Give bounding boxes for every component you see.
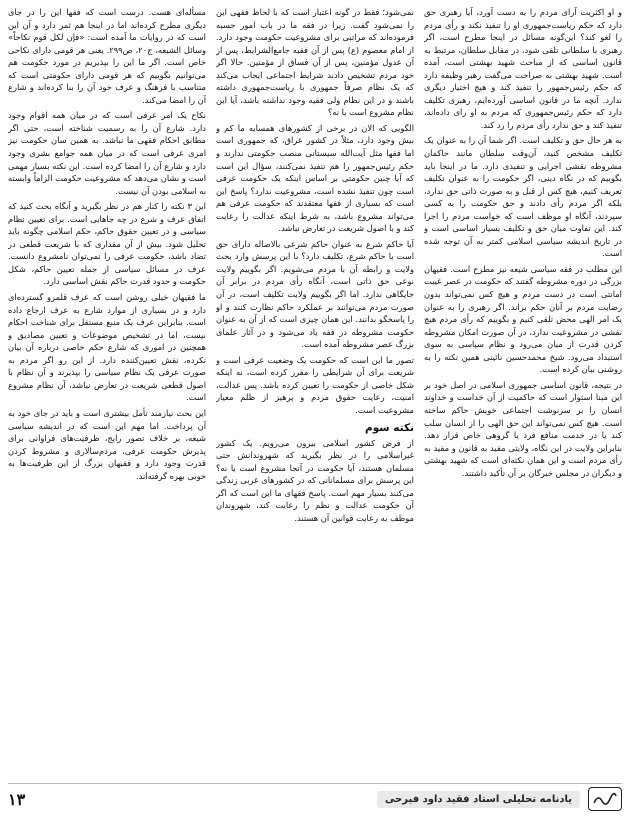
- column-left: [8, 6, 206, 778]
- paragraph: الگویی که الان در برخی از کشورهای همسایه ما کم و بیش وجود دارد، مثلاً در کشور عراق، که جمهوری است اما فقها مثل آیت‌الله سیستانی منصب حکومتی ندارند و حکم رئیس‌جمهور را هم تنفیذ نمی‌کنند، سؤال این است که آیا چنین حکومتی بر اساس اینکه یک حکومت عرفی است چون تنفیذ نشده است، مشروعیت ندارد؟ پاسخ این است که بسیاری از فقها معتقدند که حکومت عرفی هم می‌تواند مشروع باشد، به شرط اینکه عدالت را رعایت کند و با اصول شریعت در تعارض نباشد.: [216, 122, 414, 234]
- paragraph: در نتیجه، قانون اساسی جمهوری اسلامی در اصل خود بر این مبنا استوار است که حاکمیت از آن خداست و خداوند انسان را بر سرنوشت اجتماعی خویش حاکم ساخته است. هیچ کس نمی‌تواند این حق الهی را از انسان سلب کند یا در خدمت منافع فرد یا گروهی خاص قرار دهد. بنابراین ولایت در این نگاه، ولایتی مقید به قانون و مقید به رأی مردم است و این همان نکته‌ای است که شهید بهشتی و دیگران در مجلس خبرگان بر آن تأکید داشتند.: [424, 379, 622, 478]
- page-number: ۱۳: [8, 789, 26, 809]
- footer-branding: [377, 787, 622, 811]
- paragraph: نمی‌شود؛ فقط در گونه اعتبار است که با لحاظ فقهی این را نمی‌شود گفت. زیرا در فقه ما در باب امور حسبه فرموده‌اند که مراتبی برای مشروعیت حکومت وجود دارد. از امام معصوم (ع) پس از آن فقیه جامع‌الشرایط، پس از آن عدول مؤمنین، پس از آن فساق از مؤمنین. حالا اگر خود مردم تشخیص دادند شرایط اجتماعی ایجاب می‌کند که یک نظام صرفاً جمهوری با ریاست‌جمهوری داشته باشند و در این نظام ولی فقیه وجود نداشته باشد، آیا این نظام مشروع است یا نه؟: [216, 7, 414, 118]
- section-heading: نکته سوم: [365, 421, 414, 434]
- footer-title: یادنامه تحلیلی استاد فقید داود فیرحی: [377, 791, 580, 808]
- paragraph: مسأله‌ای هست. درست است که فقها این را در جای دیگری مطرح کرده‌اند اما در اینجا هم ثمر دارد و آن این است که در روایات ما آمده است: «فإن لکل قوم نکاحاً» وسائل الشیعه، ج۲۰، ص۲۹۹. یعنی هر قومی دارای نکاحی خاص است. اگر ما این را بپذیریم در مورد حکومت هم می‌توانیم بگوییم که هر قومی دارای حکومتی است که متناسب با فرهنگ و عرف خود آن را بنا کرده‌اند و شارع آن را امضا می‌کند.: [8, 7, 206, 105]
- paragraph: این مطلب در فقه سیاسی شیعه نیز مطرح است. فقیهان بزرگی در دوره مشروطه گفتند که حکومت در عصر غیبت امانتی است در دست مردم و هیچ کس نمی‌تواند بدون رضایت مردم بر آنان حکم براند. اگر رهبری را به عنوان یک امر الهی محض تلقی کنیم و بگوییم که رأی مردم هیچ نقشی در مشروعیت ندارد، در آن صورت امکان مشروطه کردن قدرت از میان می‌رود و نظام سیاسی به سوی استبداد می‌رود. شیخ محمدحسین نائینی همین نکته را به روشنی بیان کرده است.: [424, 263, 622, 375]
- paragraph: نکاح یک امر عرفی است که در میان همه اقوام وجود دارد. شارع آن را به رسمیت شناخته است، حتی اگر مطابق احکام فقهی ما نباشد. به همین سان حکومت نیز امری عرفی است که در میان همه جوامع بشری وجود دارد و شارع آن را امضا کرده است. این نکته بسیار مهمی است و نشان می‌دهد که مشروعیت حکومت الزاماً وابسته به اسلامی بودن آن نیست.: [8, 110, 206, 196]
- paragraph: از فرض کشور اسلامی بیرون می‌رویم. یک کشور غیراسلامی را در نظر بگیرید که شهروندانش حتی مسلمان هستند، آیا حکومت در آنجا مشروع است یا نه؟ این پرسش برای مسلمانانی که در کشورهای غربی زندگی می‌کنند بسیار مهم است. پاسخ فقهای ما این است که اگر آن حکومت عدالت و نظم را رعایت کند، شهروندان موظف به رعایت قوانین آن هستند.: [216, 437, 414, 523]
- paragraph: این بحث نیازمند تأمل بیشتری است و باید در جای خود به آن پرداخت. اما مهم این است که در اندیشه سیاسی شیعه، بر خلاف تصور رایج، ظرفیت‌های فراوانی برای پذیرش حکومت عرفی، مردم‌سالاری و مشروط کردن قدرت وجود دارد و فقیهان بزرگ از این ظرفیت‌ها به خوبی بهره گرفته‌اند.: [8, 407, 206, 481]
- column-right: [424, 6, 622, 778]
- paragraph: و او اکثریت آرای مردم را به دست آورد، آیا رهبری حق دارد که حکم ریاست‌جمهوری او را تنفیذ نکند و رأی مردم را لغو کند؟ این‌گونه مسائل در اینجا مطرح است، اگر رهبری با سلطانی تلقی شود، در مقابل سلطان، مرتبط به قانون اساسی که از مباحث شهید بهشتی است، آمده است. شهید بهشتی به صراحت می‌گفت رهبر وظیفه دارد که حکم رئیس‌جمهور را تنفیذ کند و هیچ اختیار دیگری ندارد. آنچه ما در قانون اساسی آورده‌ایم، رهبری تکلیف دارد که حکم رئیس‌جمهوری که مردم به او رای داده‌اند، تنفیذ کند و حق ندارد رأی مردم را رد کند.: [424, 7, 622, 130]
- paragraph: آیا حاکم شرع به عنوان حاکم شرعی بالاصاله دارای حق است یا حاکم شرع، تکلیف دارد؟ با این پرسش وارد بحث ولایت و رابطه آن با مردم می‌شویم. اگر بگوییم ولایت نوعی حق ذاتی است، آنگاه رأی مردم در برابر آن جایگاهی ندارد. اما اگر بگوییم ولایت تکلیف است، در آن صورت مردم می‌توانند بر عملکرد حاکم نظارت کنند و او را پاسخگو بدانند. این همان چیزی است که از آن به عنوان حکومت مشروطه در فقه یاد می‌شود و در آثار علمای بزرگ عصر مشروطه آمده است.: [216, 238, 414, 350]
- paragraph: تصور ما این است که حکومت یک وضعیت عرفی است و شریعت برای آن شرایطی را مقرر کرده است، نه اینکه شکل خاصی از حکومت را تعیین کرده باشد. پس عدالت، امنیت، رعایت حقوق مردم و پرهیز از ظلم معیار مشروعیت است.: [216, 354, 414, 415]
- column-middle: [216, 6, 414, 778]
- paragraph: این ۳ نکته را کنار هم در نظر بگیرید و آنگاه بحث کنید که اتفاق عرف و شرع در چه جاهایی است. برای تعیین نظام سیاسی و در تعیین حقوق حاکم، حکم اسلامی چگونه باید تحلیل شود. بیش از آن مقداری که با شریعت قطعی در تضاد باشد، حکومت عرفی را نمی‌توان نامشروع دانست. عرف در مسائل سیاسی از جمله تعیین حاکم، شکل حکومت و حدود قدرت حاکم نقش اساسی دارد.: [8, 201, 206, 287]
- magazine-logo-icon: [588, 787, 622, 811]
- paragraph: ما فقیهان خیلی روشن است که عرف قلمرو گسترده‌ای دارد و در بسیاری از موارد شارع به عرف ارجاع داده است. بنابراین عرف یک منبع مستقل برای شناخت احکام نیست، اما در تشخیص موضوعات و تعیین مصادیق و همچنین در اموری که شارع حکم خاصی درباره آن بیان نکرده، نقش تعیین‌کننده دارد. از این رو اگر مردم به صورت عرفی یک نظام سیاسی را بپذیرند و آن نظام با اصول قطعی شریعت در تعارض نباشد، آن نظام مشروع است.: [8, 292, 206, 403]
- paragraph: به هر حال حق و تکلیف است. اگر شما آن را به عنوان یک تکلیف مشخص کنید، آن‌وقت سلطان مانند حاکمان مشروطه نقشی اجرایی و تنفیذی دارد. ما در اینجا باید بگوییم که در نگاه دینی، اگر حکومت را به عنوان تکلیف تعریف کنیم، هیچ کس از قبل و به صورت ذاتی حق ندارد، بلکه اگر مردم رأی دادند و حق حکومت را به کسی سپردند، آنگاه او موظف است که خواست مردم را اجرا کند. این تفاوت میان حق و تکلیف بسیار اساسی است و در تاریخ اندیشه سیاسی اسلامی کمتر به آن توجه شده است.: [424, 135, 622, 259]
- page-footer: [8, 783, 622, 814]
- article-columns: [8, 6, 622, 778]
